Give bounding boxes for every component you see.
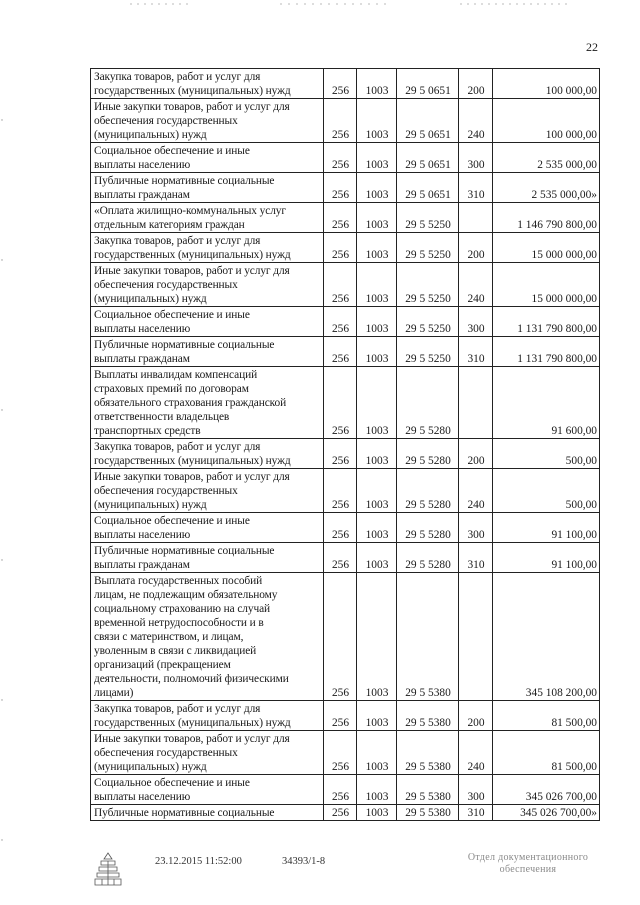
row-admin-code-cell: 256 (324, 805, 357, 821)
row-amount-cell: 91 100,00 (493, 543, 600, 573)
row-name-cell: Публичные нормативные социальные выплаты гражданам (91, 173, 324, 203)
table-row (91, 367, 600, 439)
row-expense-type-cell: 310 (459, 173, 493, 203)
row-expense-type-cell: 240 (459, 263, 493, 307)
row-admin-code-cell: 256 (324, 263, 357, 307)
row-name-cell: Выплата государственных пособий лицам, не подлежащим обязательному социальному страхованию на случай временной нетрудоспособности и в связи с материнством, и лицам, уволенным в связи с ликвидацией организаций (прекращением деятельности, полномочий физическими лицами) (91, 573, 324, 701)
row-amount-cell: 1 131 790 800,00 (493, 307, 600, 337)
budget-table (90, 68, 600, 821)
row-section-cell: 1003 (357, 69, 397, 99)
row-admin-code-cell: 256 (324, 307, 357, 337)
row-section-cell: 1003 (357, 513, 397, 543)
row-expense-type-cell (459, 573, 493, 701)
row-section-cell: 1003 (357, 99, 397, 143)
row-section-cell: 1003 (357, 203, 397, 233)
row-admin-code-cell: 256 (324, 233, 357, 263)
row-amount-cell: 345 026 700,00» (493, 805, 600, 821)
department-stamp (448, 852, 608, 876)
row-name-cell: Социальное обеспечение и иные выплаты населению (91, 307, 324, 337)
row-amount-cell: 81 500,00 (493, 701, 600, 731)
row-admin-code-cell: 256 (324, 99, 357, 143)
row-admin-code-cell: 256 (324, 143, 357, 173)
table-row (91, 233, 600, 263)
table-row (91, 731, 600, 775)
row-target-article-cell: 29 5 5380 (397, 805, 459, 821)
row-name-cell: Публичные нормативные социальные выплаты гражданам (91, 543, 324, 573)
row-admin-code-cell: 256 (324, 469, 357, 513)
table-row (91, 69, 600, 99)
table-row (91, 307, 600, 337)
row-name-cell: Социальное обеспечение и иные выплаты населению (91, 513, 324, 543)
row-admin-code-cell: 256 (324, 731, 357, 775)
row-amount-cell: 1 146 790 800,00 (493, 203, 600, 233)
row-amount-cell: 81 500,00 (493, 731, 600, 775)
row-name-cell: Закупка товаров, работ и услуг для государственных (муниципальных) нужд (91, 701, 324, 731)
row-target-article-cell: 29 5 5250 (397, 233, 459, 263)
row-admin-code-cell: 256 (324, 573, 357, 701)
row-admin-code-cell: 256 (324, 543, 357, 573)
table-row (91, 143, 600, 173)
row-name-cell: «Оплата жилищно-коммунальных услуг отдельным категориям граждан (91, 203, 324, 233)
row-expense-type-cell: 310 (459, 805, 493, 821)
row-name-cell: Закупка товаров, работ и услуг для государственных (муниципальных) нужд (91, 233, 324, 263)
row-section-cell: 1003 (357, 731, 397, 775)
row-expense-type-cell: 200 (459, 701, 493, 731)
row-section-cell: 1003 (357, 367, 397, 439)
stamp-line-2: обеспечения (499, 864, 557, 875)
row-name-cell: Иные закупки товаров, работ и услуг для обеспечения государственных (муниципальных) нужд (91, 99, 324, 143)
row-name-cell: Публичные нормативные социальные выплаты гражданам (91, 337, 324, 367)
table-row (91, 337, 600, 367)
row-target-article-cell: 29 5 0651 (397, 173, 459, 203)
row-name-cell: Социальное обеспечение и иные выплаты населению (91, 775, 324, 805)
row-target-article-cell: 29 5 5280 (397, 367, 459, 439)
stamp-line-1: Отдел документационного (467, 852, 589, 863)
row-section-cell: 1003 (357, 263, 397, 307)
scan-edge-marks (0, 0, 4, 905)
budget-table-body (91, 69, 600, 821)
row-name-cell: Закупка товаров, работ и услуг для государственных (муниципальных) нужд (91, 439, 324, 469)
row-admin-code-cell: 256 (324, 203, 357, 233)
table-row (91, 203, 600, 233)
row-target-article-cell: 29 5 5380 (397, 701, 459, 731)
row-name-cell: Социальное обеспечение и иные выплаты населению (91, 143, 324, 173)
row-admin-code-cell: 256 (324, 367, 357, 439)
row-expense-type-cell: 310 (459, 543, 493, 573)
footer-date: 23.12.2015 11:52:00 (155, 856, 242, 867)
row-section-cell: 1003 (357, 775, 397, 805)
row-expense-type-cell: 240 (459, 99, 493, 143)
table-row (91, 173, 600, 203)
row-amount-cell: 100 000,00 (493, 69, 600, 99)
row-expense-type-cell (459, 203, 493, 233)
row-section-cell: 1003 (357, 573, 397, 701)
row-section-cell: 1003 (357, 543, 397, 573)
table-row (91, 775, 600, 805)
row-name-cell: Закупка товаров, работ и услуг для государственных (муниципальных) нужд (91, 69, 324, 99)
table-row (91, 805, 600, 821)
row-section-cell: 1003 (357, 143, 397, 173)
row-target-article-cell: 29 5 5250 (397, 337, 459, 367)
row-target-article-cell: 29 5 0651 (397, 143, 459, 173)
row-expense-type-cell: 200 (459, 69, 493, 99)
row-target-article-cell: 29 5 0651 (397, 99, 459, 143)
row-name-cell: Иные закупки товаров, работ и услуг для обеспечения государственных (муниципальных) нужд (91, 731, 324, 775)
row-expense-type-cell: 300 (459, 513, 493, 543)
row-expense-type-cell: 300 (459, 307, 493, 337)
row-admin-code-cell: 256 (324, 701, 357, 731)
table-row (91, 439, 600, 469)
row-section-cell: 1003 (357, 233, 397, 263)
row-target-article-cell: 29 5 5280 (397, 469, 459, 513)
row-expense-type-cell: 200 (459, 439, 493, 469)
scan-top-marks (130, 2, 570, 6)
row-section-cell: 1003 (357, 307, 397, 337)
table-row (91, 573, 600, 701)
row-expense-type-cell: 240 (459, 731, 493, 775)
table-row (91, 543, 600, 573)
row-section-cell: 1003 (357, 337, 397, 367)
coat-of-arms-icon (93, 851, 123, 887)
row-amount-cell: 100 000,00 (493, 99, 600, 143)
row-target-article-cell: 29 5 5250 (397, 263, 459, 307)
row-section-cell: 1003 (357, 439, 397, 469)
row-amount-cell: 345 108 200,00 (493, 573, 600, 701)
row-section-cell: 1003 (357, 701, 397, 731)
row-admin-code-cell: 256 (324, 69, 357, 99)
page-number: 22 (586, 40, 598, 54)
row-amount-cell: 91 100,00 (493, 513, 600, 543)
row-target-article-cell: 29 5 5280 (397, 513, 459, 543)
row-amount-cell: 500,00 (493, 469, 600, 513)
row-section-cell: 1003 (357, 805, 397, 821)
row-amount-cell: 91 600,00 (493, 367, 600, 439)
table-row (91, 469, 600, 513)
row-amount-cell: 500,00 (493, 439, 600, 469)
row-section-cell: 1003 (357, 173, 397, 203)
row-expense-type-cell: 240 (459, 469, 493, 513)
row-amount-cell: 15 000 000,00 (493, 233, 600, 263)
row-name-cell: Иные закупки товаров, работ и услуг для обеспечения государственных (муниципальных) нужд (91, 263, 324, 307)
row-name-cell: Иные закупки товаров, работ и услуг для обеспечения государственных (муниципальных) нужд (91, 469, 324, 513)
table-row (91, 701, 600, 731)
row-amount-cell: 2 535 000,00 (493, 143, 600, 173)
row-admin-code-cell: 256 (324, 513, 357, 543)
row-expense-type-cell: 200 (459, 233, 493, 263)
row-amount-cell: 345 026 700,00 (493, 775, 600, 805)
row-target-article-cell: 29 5 5380 (397, 731, 459, 775)
row-admin-code-cell: 256 (324, 337, 357, 367)
row-target-article-cell: 29 5 5380 (397, 573, 459, 701)
footer-doc-number: 34393/1-8 (282, 856, 326, 867)
row-name-cell: Выплаты инвалидам компенсаций страховых премий по договорам обязательного страхования гражданской ответственности владельцев транспортных средств (91, 367, 324, 439)
row-expense-type-cell: 310 (459, 337, 493, 367)
row-amount-cell: 1 131 790 800,00 (493, 337, 600, 367)
row-admin-code-cell: 256 (324, 173, 357, 203)
table-row (91, 263, 600, 307)
table-row (91, 99, 600, 143)
row-amount-cell: 15 000 000,00 (493, 263, 600, 307)
row-name-cell: Публичные нормативные социальные (91, 805, 324, 821)
row-target-article-cell: 29 5 5380 (397, 775, 459, 805)
row-target-article-cell: 29 5 5250 (397, 307, 459, 337)
table-row (91, 513, 600, 543)
row-expense-type-cell: 300 (459, 775, 493, 805)
row-target-article-cell: 29 5 0651 (397, 69, 459, 99)
row-target-article-cell: 29 5 5280 (397, 439, 459, 469)
row-expense-type-cell (459, 367, 493, 439)
row-target-article-cell: 29 5 5250 (397, 203, 459, 233)
row-section-cell: 1003 (357, 469, 397, 513)
row-expense-type-cell: 300 (459, 143, 493, 173)
row-amount-cell: 2 535 000,00» (493, 173, 600, 203)
row-admin-code-cell: 256 (324, 775, 357, 805)
row-admin-code-cell: 256 (324, 439, 357, 469)
row-target-article-cell: 29 5 5280 (397, 543, 459, 573)
